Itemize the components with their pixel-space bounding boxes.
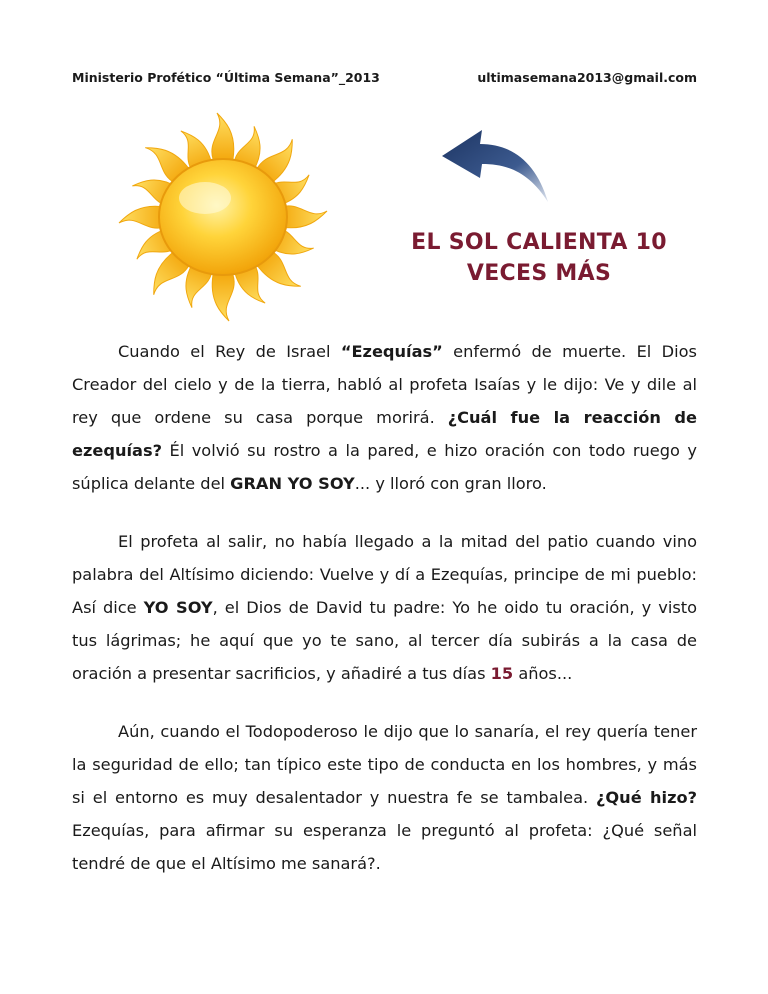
page-title [380,227,698,289]
text: enfermó de muerte. El Dios Creador del cielo y de la tierra, habló al profeta Isaías y le dijo: Ve y dile al rey que ordene su casa porque morirá. [72,342,697,427]
text: , el Dios de David tu padre: Yo he oido tu oración, y visto tus lágrimas; he aquí que yo te sano, al tercer día subirás a la casa de oración a presentar sacrificios, y añadiré a tus días [72,598,698,683]
text: El profeta al salir, no había llegado a la mitad del patio cuando vino palabra del Altísimo diciendo: Vuelve y dí a Ezequías, principe de mi pueblo: Así dice [72,532,697,617]
text: años... [513,664,573,683]
highlight-number: 15 [490,664,514,683]
emphasis: GRAN YO SOY [230,474,355,493]
paragraph-2 [72,525,697,690]
emphasis: ¿Cuál fue la reacción de ezequías? [72,408,697,460]
emphasis: “Ezequías” [340,342,443,361]
curved-arrow-icon [430,118,555,208]
text: Ezequías, para afirmar su esperanza le preguntó al profeta: ¿Qué señal tendré de que el Altísimo me sanará?. [72,821,697,873]
header-ministry-name: Ministerio Profético “Última Semana”_2013 [72,70,380,85]
title-line-2: VECES MÁS [466,261,612,286]
page-header [72,70,697,90]
text: Cuando el Rey de Israel [118,342,341,361]
emphasis: YO SOY [143,598,213,617]
header-email: ultimasemana2013@gmail.com [477,70,697,85]
sun-ray [212,113,234,159]
emphasis: ¿Qué hizo? [596,788,697,807]
paragraph-1 [72,335,697,500]
text: ... y lloró con gran lloro. [354,474,547,493]
sun-ray [212,275,234,321]
sun-illustration [105,110,385,325]
paragraph-3 [72,715,697,880]
article-body [72,335,697,905]
text: Él volvió su rostro a la pared, e hizo oración con todo ruego y súplica delante del [72,441,697,493]
text: Aún, cuando el Todopoderoso le dijo que lo sanaría, el rey quería tener la seguridad de ello; tan típico este tipo de conducta en los hombres, y más si el entorno es muy desalentador y nuestra fe se tambalea. [72,722,697,807]
title-line-1: EL SOL CALIENTA 10 [411,230,667,255]
